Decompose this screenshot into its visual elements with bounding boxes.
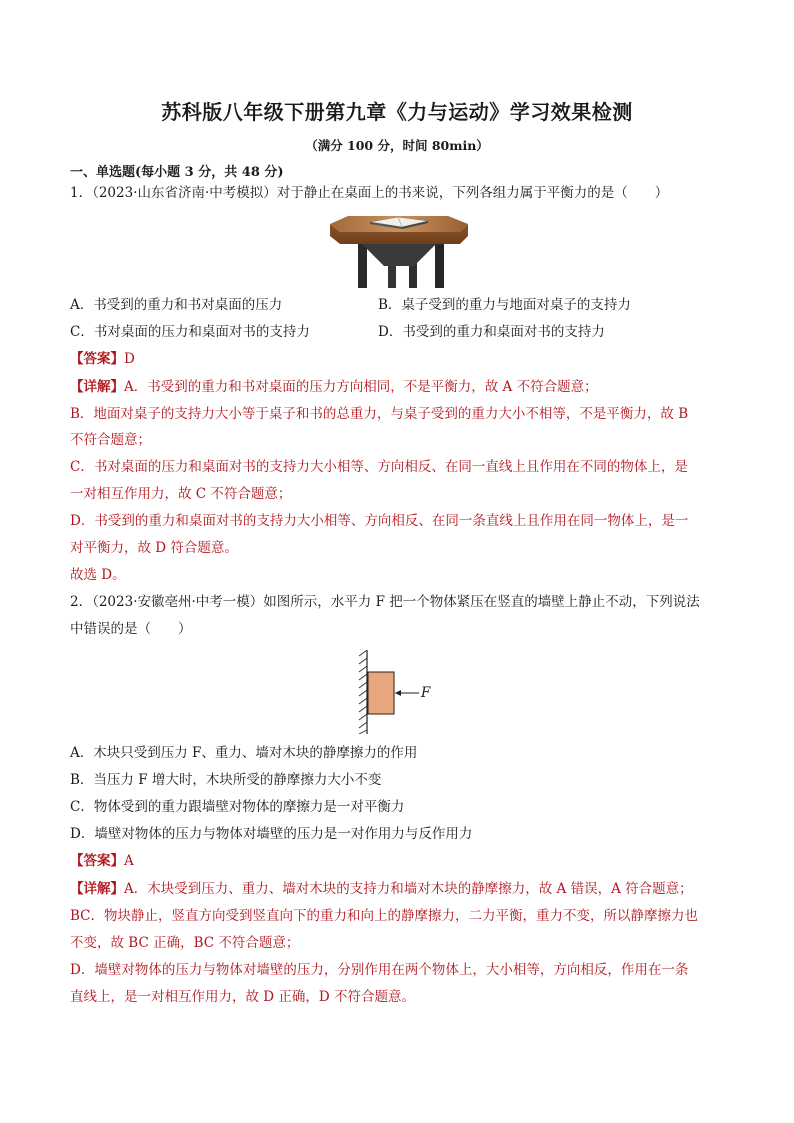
detail-text: A．书受到的重力和书对桌面的压力方向相同，不是平衡力，故 A 不符合题意； — [124, 379, 598, 395]
q2-detail-line: 直线上，是一对相互作用力，故 D 正确，D 不符合题意。 — [70, 989, 416, 1005]
q1-detail-line: C．书对桌面的压力和桌面对书的支持力大小相等、方向相反、在同一直线上且作用在不同的物体上，是 — [70, 459, 688, 475]
wall-block-force-diagram — [355, 650, 445, 734]
q2-option-c: C．物体受到的重力跟墙壁对物体的摩擦力是一对平衡力 — [70, 799, 405, 815]
q2-stem: 中错误的是（ ） — [70, 621, 192, 637]
q2-option-d: D．墙壁对物体的压力与物体对墙壁的压力是一对作用力与反作用力 — [70, 826, 473, 842]
answer-label: 【答案】 — [70, 853, 124, 869]
detail-label: 【详解】 — [70, 881, 124, 897]
answer-value: A — [124, 853, 134, 869]
q1-option-b: B．桌子受到的重力与地面对桌子的支持力 — [378, 297, 631, 313]
q2-detail-line: BC．物块静止，竖直方向受到竖直向下的重力和向上的静摩擦力，二力平衡，重力不变，所以静摩擦力也 — [70, 908, 698, 924]
q1-detail-line: B．地面对桌子的支持力大小等于桌子和书的总重力，与桌子受到的重力大小不相等，不是平衡力，故 B — [70, 406, 689, 422]
q1-stem: 1．（2023·山东省济南·中考模拟）对于静止在桌面上的书来说，下列各组力属于平衡力的是（ ） — [70, 185, 669, 201]
q1-detail-line: 不符合题意； — [70, 432, 151, 448]
force-f-label: F — [421, 685, 431, 701]
page-title: 苏科版八年级下册第九章《力与运动》学习效果检测 — [161, 100, 633, 124]
q1-option-d: D．书受到的重力和桌面对书的支持力 — [378, 324, 605, 340]
q1-conclusion: 故选 D。 — [70, 567, 126, 583]
answer-value: D — [124, 351, 135, 367]
page-subtitle: （满分 100 分，时间 80min） — [305, 138, 489, 153]
q1-option-c: C．书对桌面的压力和桌面对书的支持力 — [70, 324, 310, 340]
q2-answer — [70, 852, 730, 870]
q2-detail-line — [70, 880, 730, 898]
q1-answer — [70, 350, 730, 368]
section-heading: 一、单选题(每小题 3 分，共 48 分) — [70, 165, 284, 180]
table-with-book-image — [310, 210, 480, 288]
q1-detail-line: D．书受到的重力和桌面对书的支持力大小相等、方向相反、在同一条直线上且作用在同一物体上，是一 — [70, 513, 689, 529]
q2-stem: 2．（2023·安徽亳州·中考一模）如图所示，水平力 F 把一个物体紧压在竖直的墙壁上静止不动，下列说法 — [70, 594, 700, 610]
q2-detail-line: D．墙壁对物体的压力与物体对墙壁的压力，分别作用在两个物体上，大小相等，方向相反，作用在一条 — [70, 962, 689, 978]
q1-detail-line: 一对相互作用力，故 C 不符合题意； — [70, 486, 292, 502]
q1-detail-line: 对平衡力，故 D 符合题意。 — [70, 540, 238, 556]
q2-option-b: B．当压力 F 增大时，木块所受的静摩擦力大小不变 — [70, 772, 382, 788]
q2-option-a: A．木块只受到压力 F、重力、墙对木块的静摩擦力的作用 — [70, 745, 418, 761]
q2-detail-line: 不变，故 BC 正确，BC 不符合题意； — [70, 935, 300, 951]
detail-label: 【详解】 — [70, 379, 124, 395]
answer-label: 【答案】 — [70, 351, 124, 367]
detail-text: A．木块受到压力、重力、墙对木块的支持力和墙对木块的静摩擦力，故 A 错误，A 符合题意； — [124, 881, 693, 897]
q1-detail-line — [70, 378, 730, 396]
q1-option-a: A．书受到的重力和书对桌面的压力 — [70, 297, 283, 313]
